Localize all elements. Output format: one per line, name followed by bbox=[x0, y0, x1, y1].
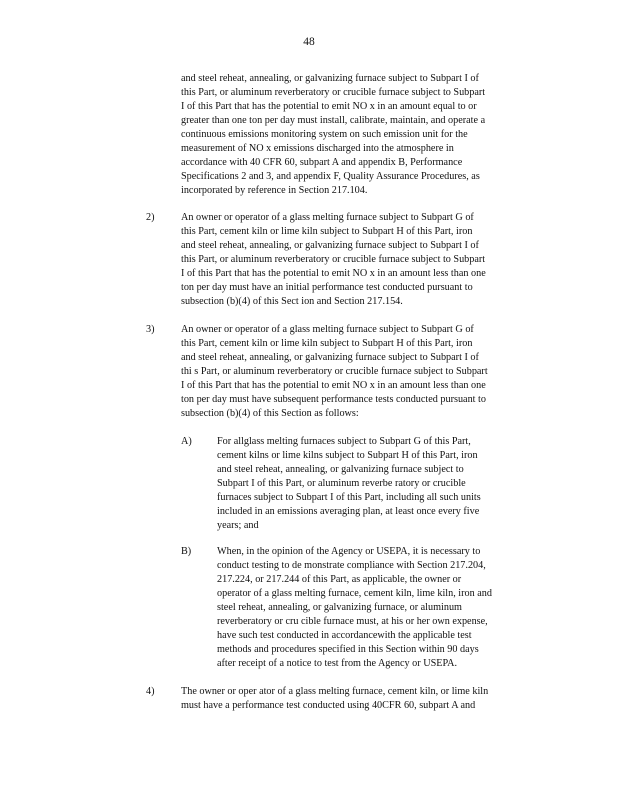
item-4-text: The owner or oper ator of a glass melting furnace, cement kiln, or lime kiln must have a performance test conducted using 40CFR 60, subpart A and bbox=[181, 686, 489, 711]
item-4-label: 4) bbox=[146, 686, 155, 697]
item-3-label: 3) bbox=[146, 324, 155, 335]
item-2-text: An owner or operator of a glass melting furnace subject to Subpart G of this Part, cement kiln or lime kiln subject to Subpart H of this Part, iron and steel reheat, annealing, or galvanizing furnace subject to Subpart I of this Part, or aluminum reverberatory or crucible furnace subject to Subpart I of this Part that has the potential to emit NO x in an amount less than one ton per day must have an initial performance test conducted pursuant to subsection (b)(4) of this Sect ion and Section 217.154. bbox=[181, 212, 486, 307]
subitem-b-label: B) bbox=[181, 546, 192, 557]
item-3-text: An owner or operator of a glass melting furnace subject to Subpart G of this Part, cement kiln or lime kiln subject to Subpart H of this Part, iron and steel reheat, annealing, or galvanizing furnace subject to Subpart I of thi s Part, or aluminum reverberatory or crucible furnace subject to Subpart I of this Part that has the potential to emit NO x in an amount less than one ton per day must have subsequent performance tests conducted pursuant to subsection (b)(4) of this Section as follows: bbox=[181, 324, 488, 419]
subitem-a-text: For allglass melting furnaces subject to Subpart G of this Part, cement kilns or lime kilns subject to Subpart H of this Part, iron and steel reheat, annealing, or galvanizing furnace subject to Subpart I of this Part, or aluminum reverbe ratory or crucible furnaces subject to Subpart I of this Part, including all such units included in an emissions averaging plan, at least once every five years; and bbox=[217, 436, 481, 531]
page-number: 48 bbox=[303, 36, 315, 48]
subitem-b-text: When, in the opinion of the Agency or USEPA, it is necessary to conduct testing to de monstrate compliance with Section 217.204, 217.224, or 217.244 of this Part, as applicable, the owner or operator of a glass melting furnace, cement kiln, lime kiln, iron and steel reheat, annealing, or galvanizing furnace, or aluminum reverberatory or cru cible furnace must, at his or her own expense, have such test conducted in accordancewith the applicable test methods and procedures specified in this Section within 90 days after receipt of a notice to test from the Agency or USEPA. bbox=[217, 546, 492, 669]
subitem-a-label: A) bbox=[181, 436, 192, 447]
item-2-label: 2) bbox=[146, 212, 155, 223]
intro-paragraph: and steel reheat, annealing, or galvanizing furnace subject to Subpart I of this Part, or aluminum reverberatory or crucible furnace subject to Subpart I of this Part that has the potential to emit NO x in an amount equal to or greater than one ton per day must install, calibrate, maintain, and operate a continuous emissions monitoring system on such emission unit for the measurement of NO x emissions discharged into the atmosphere in accordance with 40 CFR 60, subpart A and appendix B, Performance Specifications 2 and 3, and appendix F, Quality Assurance Procedures, as incorporated by reference in Section 217.104. bbox=[181, 73, 486, 196]
